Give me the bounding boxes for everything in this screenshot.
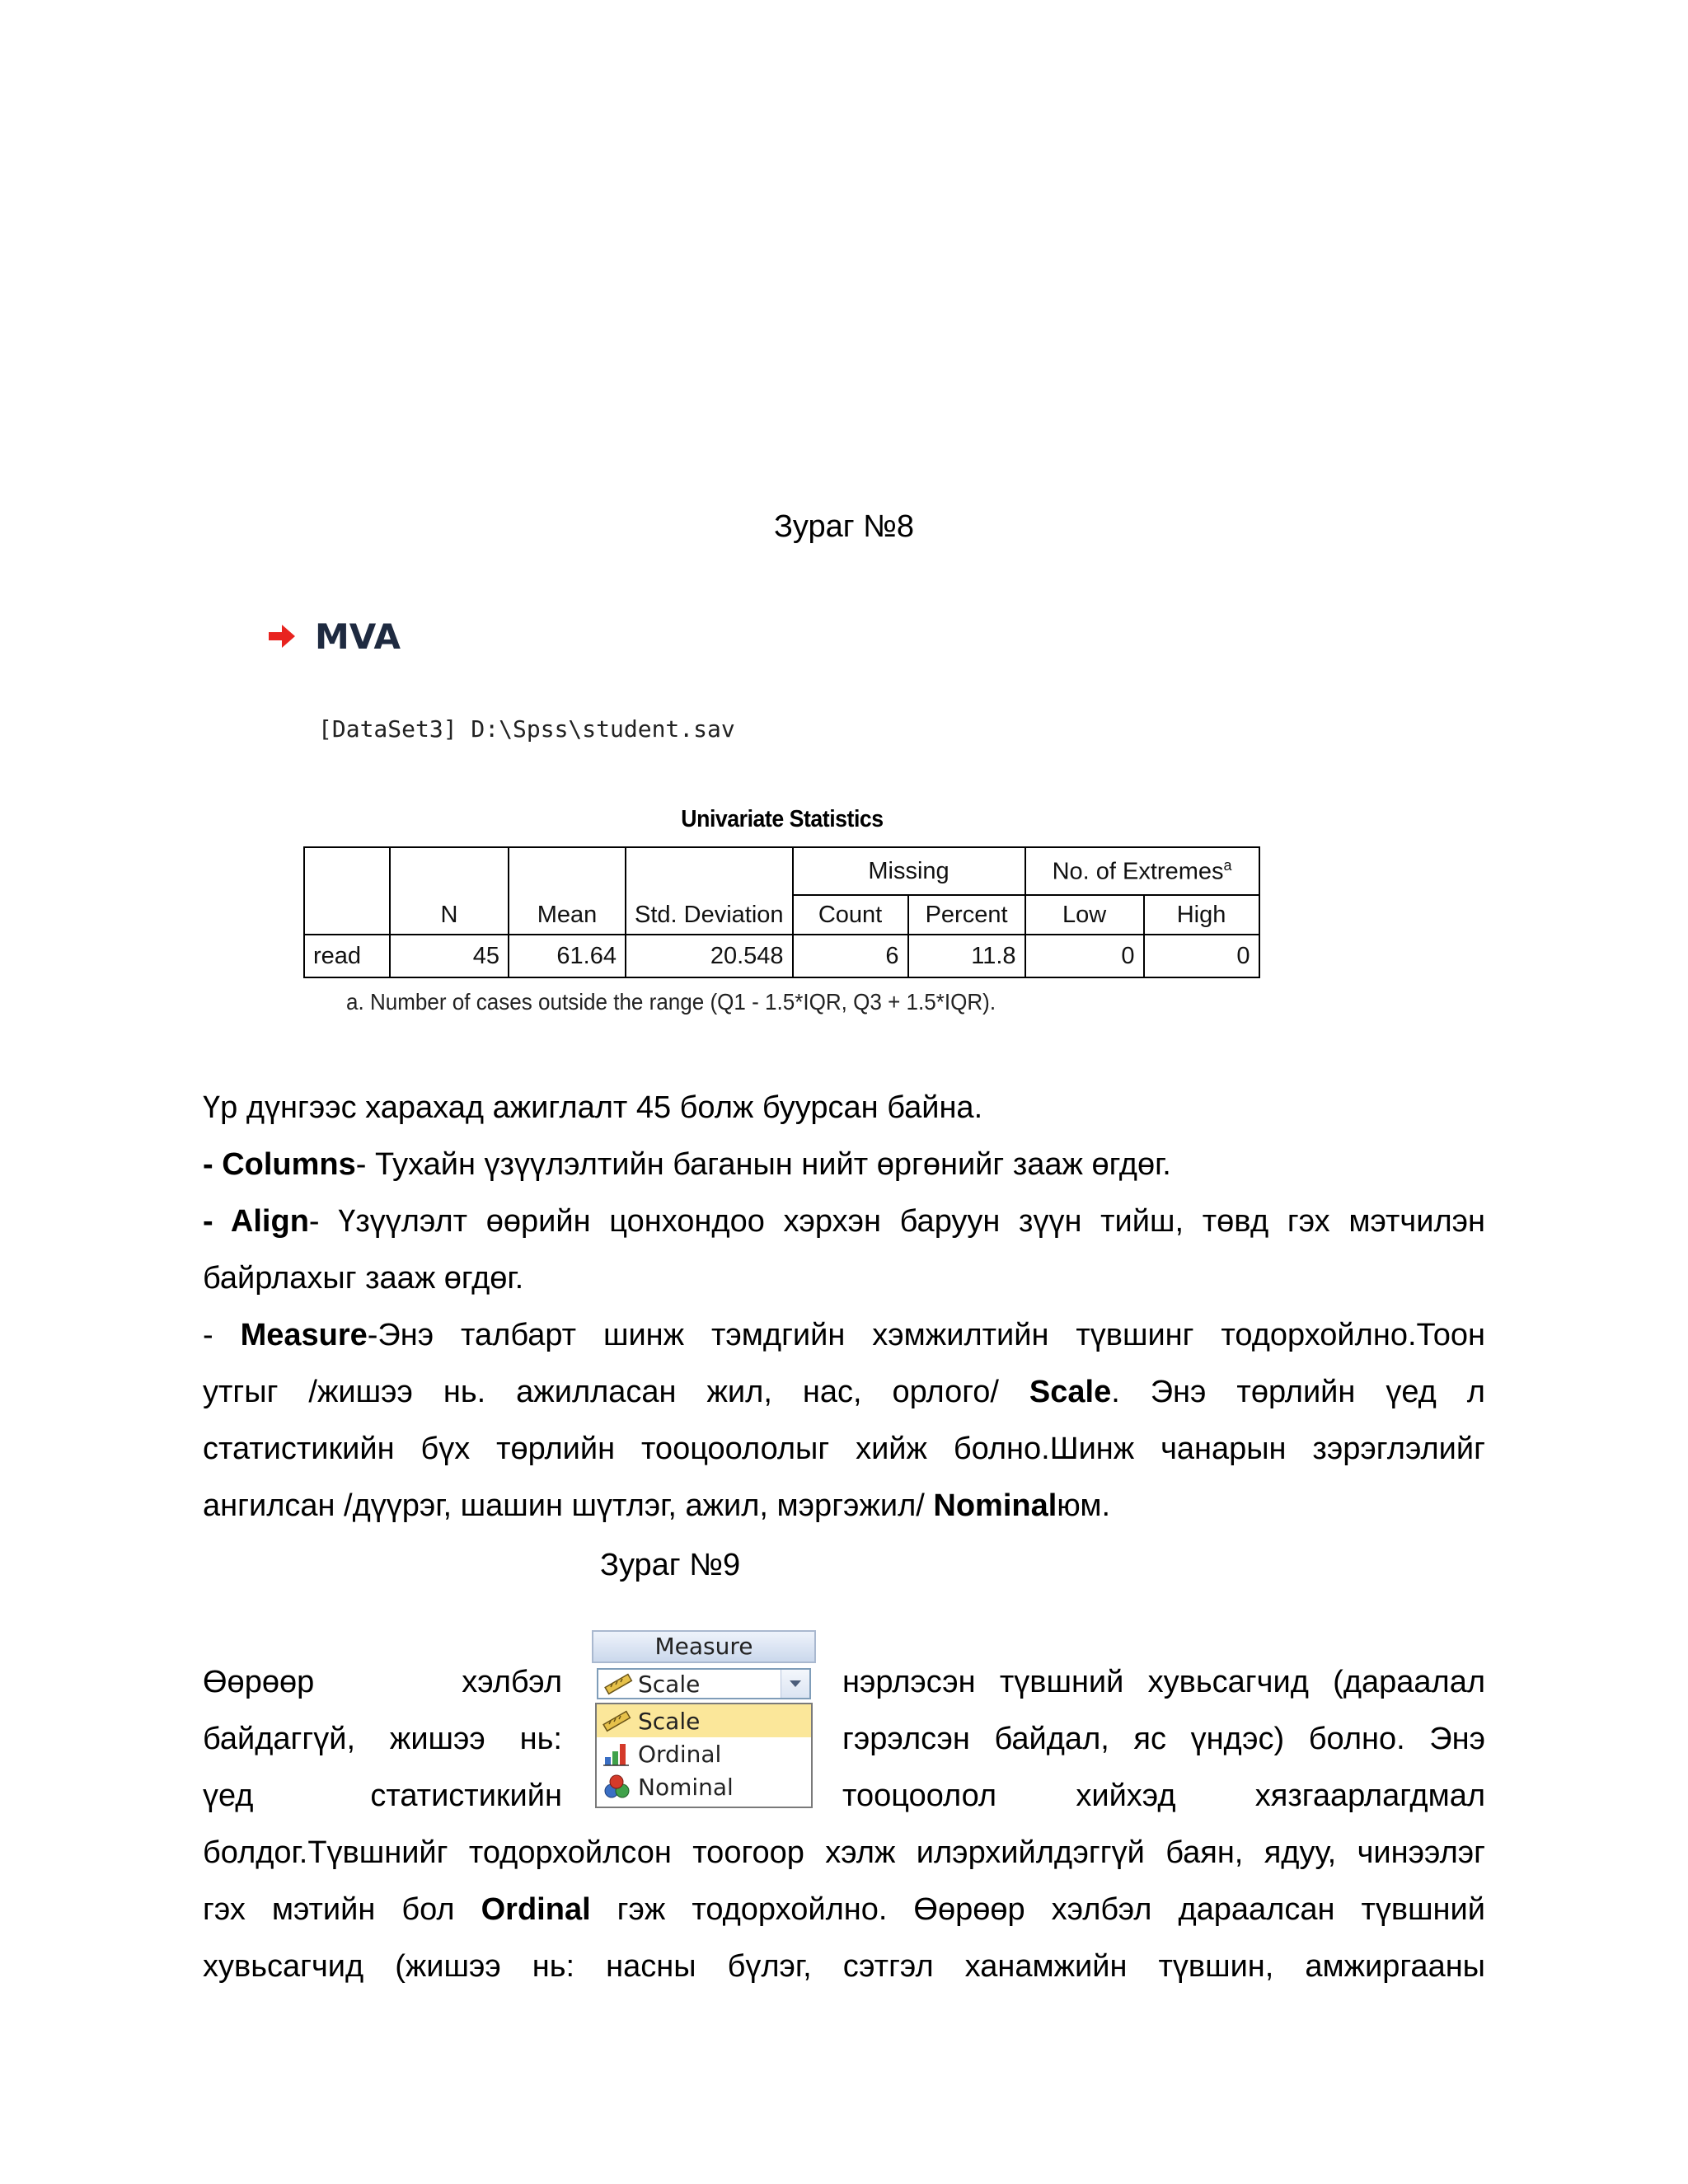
dash: - [203,1204,231,1239]
text-span: юм. [1057,1488,1111,1523]
mva-heading [265,613,401,659]
text-span: - Тухайн үзүүлэлтийн баганын нийт өргөнийг зааж өгдөг. [355,1147,1171,1182]
text-span: утгыг /жишээ нь. ажилласан жил, нас, орлого/ [203,1375,1029,1409]
header-extremes-sup: a [1223,856,1232,874]
header-missing: Missing [793,847,1025,895]
table-title: Univariate Statistics [681,806,884,832]
ordinal-bars-icon [602,1741,631,1767]
measure-option-ordinal[interactable] [597,1737,811,1770]
measure-selected-value: Scale [638,1670,701,1698]
cell-high: 0 [1144,935,1259,977]
cell-percent: 11.8 [908,935,1025,977]
option-label: Scale [638,1707,701,1735]
term-columns: Columns [222,1147,356,1182]
chevron-down-icon[interactable] [781,1670,809,1698]
measure-dropdown-widget [592,1630,816,1808]
text-line [203,1137,1485,1193]
header-extremes-label: No. of Extremes [1052,858,1224,885]
body-paragraph-1 [203,1080,1485,1535]
text-line: нэрлэсэн түвшний хувьсагчид (дараалал [842,1665,1485,1699]
header-low: Low [1025,895,1144,935]
text-span: . Энэ төрлийн үед л [1111,1375,1485,1409]
body-paragraph-2 [203,1825,1485,1995]
text-line [203,1478,1485,1535]
univariate-statistics-table [303,846,1260,978]
text-line: хувьсагчид (жишээ нь: насны бүлэг, сэтгэл ханамжийн түвшин, амжиргааны [203,1949,1485,1984]
cell-count: 6 [793,935,908,977]
text-line: Үр дүнгээс харахад ажиглалт 45 болж буурсан байна. [203,1090,983,1125]
figure-caption-8: Зураг №8 [773,509,915,544]
term-measure: Measure [240,1318,368,1352]
text-line [203,1364,1485,1421]
term-ordinal: Ordinal [481,1892,591,1927]
text-line [203,1882,1485,1938]
measure-options-list [595,1703,813,1808]
text-line: үед статистикийн [203,1779,562,1813]
header-std-deviation: Std. Deviation [626,847,793,935]
cell-mean: 61.64 [509,935,626,977]
header-mean: Mean [509,847,626,935]
row-label: read [304,935,390,977]
header-n: N [390,847,509,935]
header-percent: Percent [908,895,1025,935]
dataset-path: [DataSet3] D:\Spss\student.sav [318,715,735,743]
cell-std: 20.548 [626,935,793,977]
text-span: гэж тодорхойлно. Өөрөөр хэлбэл дараалсан түвшний [590,1892,1485,1927]
term-align: Align [230,1204,309,1239]
header-extremes [1025,847,1259,895]
header-count: Count [793,895,908,935]
term-nominal: Nominal [933,1488,1057,1523]
figure-caption-9: Зураг №9 [600,1548,741,1582]
cell-n: 45 [390,935,509,977]
ruler-icon [602,1708,631,1734]
measure-option-nominal[interactable] [597,1770,811,1803]
wrap-left-column [203,1654,562,1825]
mva-title: MVA [315,616,401,657]
table-row [304,935,1259,977]
option-label: Nominal [638,1773,734,1801]
cell-low: 0 [1025,935,1144,977]
text-span: гэх мэтийн бол [203,1892,481,1927]
text-span: -Энэ талбарт шинж тэмдгийн хэмжилтийн түвшинг тодорхойлно.Тоон [367,1318,1486,1352]
text-line: гэрэлсэн байдал, яс үндэс) болно. Энэ [842,1722,1485,1756]
text-span: - Үзүүлэлт өөрийн цонхондоо хэрхэн баруун зүүн тийш, төвд гэх мэтчилэн [308,1204,1485,1239]
text-line: тооцоолол хийхэд хязгаарлагдмал [842,1779,1485,1813]
table-footnote: a. Number of cases outside the range (Q1 - 1.5*IQR, Q3 + 1.5*IQR). [346,989,996,1015]
text-line: байдаггүй, жишээ нь: [203,1722,562,1756]
header-empty-cell [304,847,390,935]
measure-column-header[interactable]: Measure [592,1630,816,1663]
text-line [203,1193,1485,1250]
text-line: статистикийн бүх төрлийн тооцоололыг хийж болно.Шинж чанарын зэрэглэлийг [203,1432,1485,1466]
text-line [203,1307,1485,1364]
text-span: ангилсан /дүүрэг, шашин шүтлэг, ажил, мэргэжил/ [203,1488,934,1523]
measure-select[interactable] [597,1668,811,1699]
ruler-icon [603,1671,633,1696]
dash: - [203,1318,241,1352]
red-arrow-icon [265,620,298,653]
header-high: High [1144,895,1259,935]
dash: - [203,1147,223,1182]
text-line: болдог.Түвшнийг тодорхойлсон тоогоор хэлж илэрхийлдэггүй баян, ядуу, чинээлэг [203,1835,1485,1870]
option-label: Ordinal [638,1740,722,1768]
text-line: Өөрөөр хэлбэл [203,1665,562,1699]
term-scale: Scale [1029,1375,1112,1409]
measure-option-scale[interactable] [597,1704,811,1737]
text-line: байрлахыг зааж өгдөг. [203,1261,524,1296]
nominal-circles-icon [602,1774,631,1800]
wrap-right-column [842,1654,1485,1825]
